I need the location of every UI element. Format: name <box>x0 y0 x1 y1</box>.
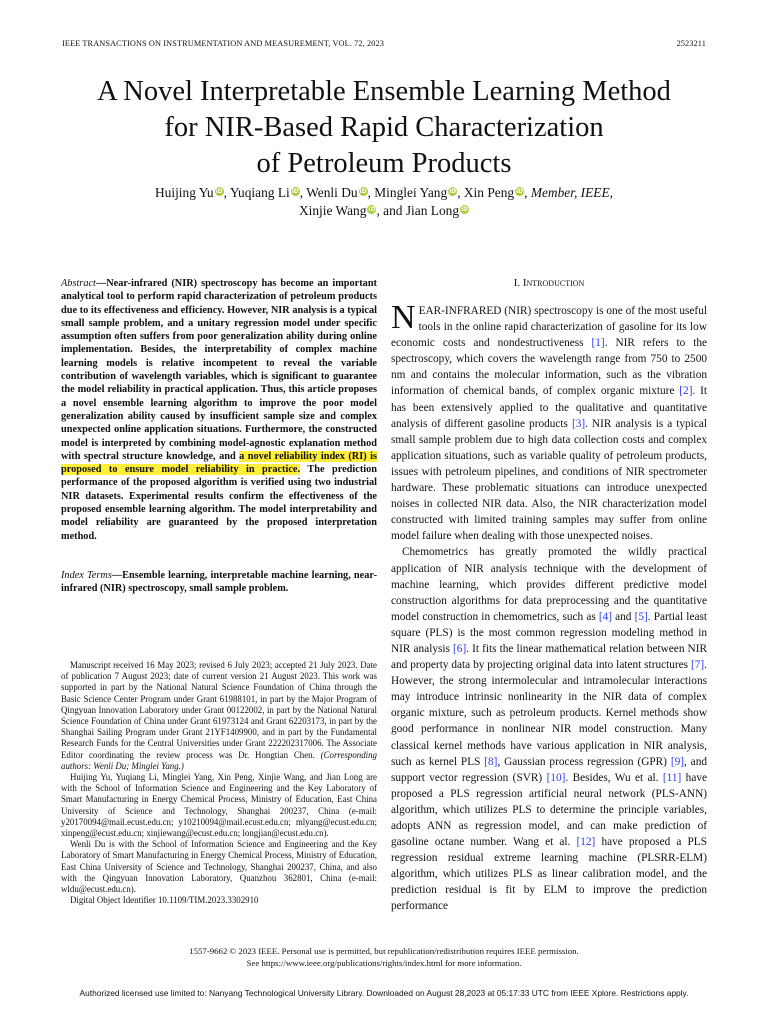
citation-link[interactable]: [9] <box>670 755 684 768</box>
orcid-icon[interactable]: iD <box>359 188 367 195</box>
author-name: Huijing Yu <box>154 185 214 200</box>
highlighted-text[interactable]: a novel reliability index (RI) is proposed to ensure model reliability in practice. <box>61 450 377 476</box>
citation-link[interactable]: [3] <box>571 417 586 430</box>
citation-link[interactable]: [10] <box>546 771 566 784</box>
footnote-paragraph: Wenli Du is with the School of Information Science and Engineering and the Key Laboratory of Smart Manufacturing in Energy Chemical Process, Ministry of Education, East China University of Science and Technology, Shanghai 200237, China, and also with the Qingyuan Innovation Laboratory, Quanzhou 362801, China (e-mail: wldu@ecust.edu.cn). <box>61 839 377 895</box>
corresponding-authors: (Corresponding authors: Wenli Du; Minglei Yang.) <box>61 749 377 771</box>
article-number: 2523211 <box>676 39 706 48</box>
paper-title <box>40 74 728 182</box>
journal-name: IEEE TRANSACTIONS ON INSTRUMENTATION AND MEASUREMENT, VOL. 72, 2023 <box>62 39 385 48</box>
paragraph: NEAR-INFRARED (NIR) spectroscopy is one of the most useful tools in the online rapid characterization of gasoline for its low economic costs and nondestructiveness [1]. NIR refers to the spectroscopy, which covers the wavelength range from 750 to 2500 nm and contains the molecular information, such as the vibration information of chemical bands, of complex organic mixture [2]. It has been extensively applied to the qualitative and quantitative analysis of different gasoline products [3]. NIR analysis is a typical small sample problem due to high data collection costs and complex application situations, such as variable quality of petroleum products, issues with petroleum pipelines, and conditions of NIR spectrometer hardware. These problematic situations can introduce unexpected noises in collected NIR data. Also, the NIR characterization model constructed with limited training samples may suffer from online model failure when dealing with those unexpected noises. <box>391 299 708 543</box>
citation-link[interactable]: [12] <box>576 836 596 849</box>
first-page-footnote <box>61 660 377 906</box>
citation-link[interactable]: [8] <box>484 755 498 768</box>
author-name: Xinjie Wang <box>298 203 367 218</box>
footnote-paragraph: Huijing Yu, Yuqiang Li, Minglei Yang, Xin Peng, Xinjie Wang, and Jian Long are with the School of Information Science and Engineering and the Key Laboratory of Smart Manufacturing in Energy Chemical Process, Ministry of Education, East China University of Science and Technology, Shanghai 200237, China (e-mail: y20170094@mail.ecust.edu.cn; y10210094@mail.ecust.edu.cn; mlyang@ecust.edu.cn; xinpeng@ecust.edu.cn; xinjiewang@ecust.edu.cn; longjian@ecust.edu.cn). <box>61 772 377 839</box>
title-line: of Petroleum Products <box>256 148 512 179</box>
author-name: Wenli Du <box>306 185 358 200</box>
author-line: Xinjie Wang iD, and Jian Long iD <box>298 203 469 218</box>
abstract-label: Abstract <box>61 278 96 289</box>
orcid-icon[interactable]: iD <box>461 206 469 213</box>
author-list <box>40 184 728 220</box>
introduction-body <box>391 299 708 915</box>
paragraph: Chemometrics has greatly promoted the wildly practical application of NIR analysis technique with the development of machine learning, which provides different predictive model construction algorithms for data preprocessing and the quantitative model construction in chemometrics, such as [4] and [5]. Partial least square (PLS) is the most common regression modeling method in NIR analysis [6]. It fits the linear mathematical relation between NIR and property data by projecting original data into latent structures [7]. However, the strong intermolecular and intramolecular interactions may introduce intrinsic nonlinearity in the NIR data of complex organic mixture, such as petroleum products. Kernel methods show good performance in nonlinear NIR model construction. Many classical kernel methods have various application in NIR analysis, such as kernel PLS [8], Gaussian process regression (GPR) [9], and support vector regression (SVR) [10]. Besides, Wu et al. [11] have proposed a PLS regression artificial neural network (PLS-ANN) algorithm, which utilizes PLS to determine the principle variables, adopts ANN as regression model, and can make prediction of gasoline octane number. Wang et al. [12] have proposed a PLS regression residual extreme learning machine (PLSRR-ELM) algorithm, which utilizes PLS as linear calibration model, and the prediction residual is fit by ELM to improve the prediction performance <box>391 546 708 913</box>
author-name: Xin Peng <box>463 185 515 200</box>
abstract: Abstract—Near-infrared (NIR) spectroscopy has become an important analytical tool to perform rapid characterization of petroleum products due to its effectiveness and efficiency. However, NIR analysis is a typical small sample problem, and a unitary regression model under specific assumption often suffers from poor generalization ability during online implementation. Besides, the interpretability of complex machine learning models is relative incompetent to reveal the variable contribution of wavelength variables, which is significant to guarantee the model reliability in practical application. Thus, this article proposes a novel ensemble learning algorithm to improve the poor model generalization ability caused by insufficient sample size and complex unexpected online application situations. Furthermore, the constructed model is interpreted by combining model-agnostic explanation method with spectral structure knowledge, and a novel reliability index (RI) is proposed to ensure model reliability in practice. The prediction performance of the proposed algorithm is verified using two industrial NIR datasets. Experimental results confirm the effectiveness of the proposed ensemble learning algorithm. The model interpretability and model reliability are guaranteed by the proposed interpretation method. <box>61 278 377 542</box>
citation-link[interactable]: [4] <box>598 610 613 623</box>
orcid-icon[interactable]: iD <box>516 188 524 195</box>
citation-link[interactable]: [1] <box>591 337 605 350</box>
license-notice: Authorized licensed use limited to: Nanyang Technological University Library. Downloaded on August 28,2023 at 05:17:33 UTC from IEEE Xplore. Restrictions apply. <box>79 988 689 998</box>
section-heading: I. Introduction <box>513 277 585 289</box>
author-name: Minglei Yang <box>374 185 448 200</box>
orcid-icon[interactable]: iD <box>291 188 299 195</box>
orcid-icon[interactable]: iD <box>215 188 223 195</box>
author-name: Yuqiang Li <box>229 185 290 200</box>
running-header <box>62 39 706 51</box>
index-terms: Index Terms—Ensemble learning, interpretable machine learning, near-infrared (NIR) spectroscopy, small sample problem. <box>61 570 377 595</box>
footnote-paragraph: Manuscript received 16 May 2023; revised 6 July 2023; accepted 21 July 2023. Date of publication 7 August 2023; date of current version 21 August 2023. This work was supported in part by the National Natural Science Foundation of China through the Basic Science Center Program under Grant 61988101, in part by the Major Program of Qingyuan Innovation Laboratory under Grant 00122002, in part by the National Natural Science Foundation of China under Grant 61973124 and Grant 62203173, in part by the Shanghai Sailing Program under Grant 21YF1409900, and in part by the Fundamental Research Funds for the Central Universities under Grant 222202317006. The Associate Editor coordinating the review process was Dr. Hongtian Chen. (Corresponding authors: Wenli Du; Minglei Yang.) <box>61 660 377 771</box>
index-terms-label: Index Terms <box>61 570 112 581</box>
index-terms-text: Ensemble learning, interpretable machine learning, near-infrared (NIR) spectroscopy, small sample problem. <box>61 570 377 595</box>
abstract-text-end: The prediction performance of the proposed algorithm is verified using two industrial NIR datasets. Experimental results confirm the effectiveness of the proposed ensemble learning algorithm. The model interpretability and model reliability are guaranteed by the proposed interpretation method. <box>61 464 377 542</box>
doi-line[interactable]: Digital Object Identifier 10.1109/TIM.2023.3302910 <box>70 895 259 906</box>
rights-link-line[interactable]: See https://www.ieee.org/publications/rights/index.html for more information. <box>246 957 522 968</box>
drop-cap: N <box>391 299 416 336</box>
citation-link[interactable]: [2] <box>679 385 693 398</box>
citation-link[interactable]: [7] <box>690 659 705 672</box>
title-line: for NIR-Based Rapid Characterization <box>164 112 604 143</box>
title-line: A Novel Interpretable Ensemble Learning Method <box>97 76 671 107</box>
citation-link[interactable]: [6] <box>453 642 467 655</box>
citation-link[interactable]: [5] <box>634 610 648 623</box>
member-title: Member, IEEE <box>530 185 610 200</box>
orcid-icon[interactable]: iD <box>368 206 376 213</box>
copyright-line: 1557-9662 © 2023 IEEE. Personal use is permitted, but republication/redistribution requires IEEE permission. <box>189 946 579 956</box>
author-line: Huijing Yu iD, Yuqiang Li iD, Wenli Du iD, Minglei Yang iD, Xin Peng iD, Member, IEEE, <box>154 185 613 200</box>
author-name: Jian Long <box>405 203 460 218</box>
orcid-icon[interactable]: iD <box>449 188 457 195</box>
citation-link[interactable]: [11] <box>662 771 682 784</box>
abstract-text: Near-infrared (NIR) spectroscopy has become an important analytical tool to perform rapid characterization of petroleum products due to its effectiveness and efficiency. However, NIR analysis is a typical small sample problem, and a unitary regression model under specific assumption often suffers from poor generalization ability during online implementation. Besides, the interpretability of complex machine learning models is relative incompetent to reveal the variable contribution of wavelength variables, which is significant to guarantee the model reliability in practical application. Thus, this article proposes a novel ensemble learning algorithm to improve the poor model generalization ability caused by insufficient sample size and complex unexpected online application situations. Furthermore, the constructed model is interpreted by combining model-agnostic explanation method with spectral structure knowledge, and <box>61 278 377 462</box>
copyright-footer <box>40 946 728 969</box>
